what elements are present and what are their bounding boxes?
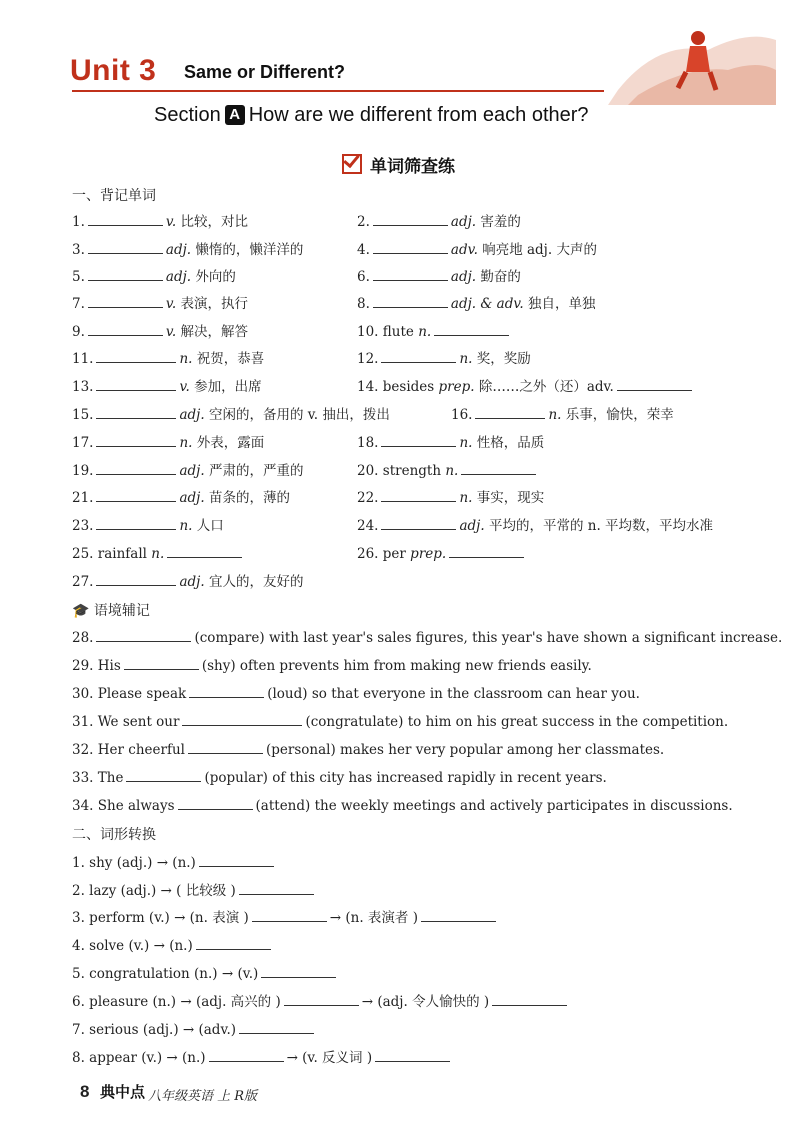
part1-heading: 一、背记单词 <box>72 188 156 204</box>
answer-blank[interactable] <box>461 460 536 475</box>
subtitle <box>342 152 455 177</box>
answer-blank[interactable] <box>373 266 448 281</box>
answer-blank[interactable] <box>373 211 448 226</box>
sentence-item: 32. Her cheerful (personal) makes her very popular among her classmates. <box>72 739 664 759</box>
answer-blank[interactable] <box>381 348 456 363</box>
answer-blank[interactable] <box>434 321 509 336</box>
answer-blank[interactable] <box>96 487 176 502</box>
vocab-item: 9. v. 解决，解答 <box>72 321 248 341</box>
answer-blank[interactable] <box>373 239 448 254</box>
answer-blank[interactable] <box>88 293 163 308</box>
answer-blank[interactable] <box>261 963 336 978</box>
section-prefix: Section <box>154 104 221 126</box>
answer-blank[interactable] <box>96 376 176 391</box>
vocab-item: 5. adj. 外向的 <box>72 266 236 286</box>
header-illustration-icon <box>598 10 778 105</box>
answer-blank[interactable] <box>449 543 524 558</box>
vocab-item: 1. v. 比较，对比 <box>72 211 248 231</box>
answer-blank[interactable] <box>196 935 271 950</box>
conversion-item: 2. lazy (adj.) → ( 比较级 ) <box>72 880 317 900</box>
vocab-item: 15. adj. 空闲的，备用的 v. 抽出，拨出 <box>72 404 390 424</box>
header-rule <box>72 90 604 92</box>
vocab-item: 24. adj. 平均的，平常的 n. 平均数，平均水准 <box>357 515 713 535</box>
vocab-item: 27. adj. 宜人的，友好的 <box>72 571 303 591</box>
vocab-item: 8. adj. & adv. 独自，单独 <box>357 293 595 313</box>
answer-blank[interactable] <box>252 907 327 922</box>
unit-title: Same or Different? <box>184 62 346 82</box>
vocab-item: 19. adj. 严肃的，严重的 <box>72 460 303 480</box>
vocab-item: 23. n. 人口 <box>72 515 224 535</box>
answer-blank[interactable] <box>96 432 176 447</box>
answer-blank[interactable] <box>188 739 263 754</box>
vocab-item: 20. strength n. <box>357 460 539 480</box>
answer-blank[interactable] <box>239 1019 314 1034</box>
vocab-item: 18. n. 性格，品质 <box>357 432 544 452</box>
answer-blank[interactable] <box>199 852 274 867</box>
sentence-item: 33. The (popular) of this city has increased rapidly in recent years. <box>72 767 607 787</box>
answer-blank[interactable] <box>373 293 448 308</box>
vocab-item: 12. n. 奖，奖励 <box>357 348 531 368</box>
vocab-item: 7. v. 表演，执行 <box>72 293 248 313</box>
answer-blank[interactable] <box>239 880 314 895</box>
book-title: 八年级英语 上 R版 <box>148 1089 258 1104</box>
answer-blank[interactable] <box>617 376 692 391</box>
answer-blank[interactable] <box>381 487 456 502</box>
answer-blank[interactable] <box>178 795 253 810</box>
section-letter: A <box>225 105 245 125</box>
answer-blank[interactable] <box>475 404 545 419</box>
answer-blank[interactable] <box>381 515 456 530</box>
answer-blank[interactable] <box>284 991 359 1006</box>
sentence-item: 31. We sent our (congratulate) to him on his great success in the competition. <box>72 711 728 731</box>
sentence-item: 29. His (shy) often prevents him from making new friends easily. <box>72 655 592 675</box>
checkbox-icon <box>342 154 362 174</box>
answer-blank[interactable] <box>96 404 176 419</box>
answer-blank[interactable] <box>126 767 201 782</box>
sentence-item: 34. She always (attend) the weekly meetings and actively participates in discussions. <box>72 795 733 815</box>
answer-blank[interactable] <box>375 1047 450 1062</box>
answer-blank[interactable] <box>189 683 264 698</box>
answer-blank[interactable] <box>88 211 163 226</box>
vocab-item: 25. rainfall n. <box>72 543 245 563</box>
vocab-item: 6. adj. 勤奋的 <box>357 266 521 286</box>
answer-blank[interactable] <box>96 348 176 363</box>
answer-blank[interactable] <box>88 321 163 336</box>
conversion-item: 4. solve (v.) → (n.) <box>72 935 274 955</box>
answer-blank[interactable] <box>381 432 456 447</box>
section-heading <box>154 104 589 127</box>
answer-blank[interactable] <box>88 239 163 254</box>
vocab-item: 22. n. 事实，现实 <box>357 487 544 507</box>
vocab-item: 11. n. 祝贺，恭喜 <box>72 348 264 368</box>
vocab-item: 10. flute n. <box>357 321 512 341</box>
conversion-item: 7. serious (adj.) → (adv.) <box>72 1019 317 1039</box>
conversion-item: 5. congratulation (n.) → (v.) <box>72 963 339 983</box>
conversion-item: 1. shy (adj.) → (n.) <box>72 852 277 872</box>
context-heading: 🎓 语境辅记 <box>72 603 150 619</box>
vocab-item: 4. adv. 响亮地 adj. 大声的 <box>357 239 597 259</box>
vocab-item: 16. n. 乐事，愉快，荣幸 <box>451 404 674 424</box>
answer-blank[interactable] <box>96 460 176 475</box>
answer-blank[interactable] <box>182 711 302 726</box>
part2-heading: 二、词形转换 <box>72 827 156 843</box>
vocab-item: 14. besides prep. 除……之外（还）adv. <box>357 376 695 396</box>
sentence-item: 30. Please speak (loud) so that everyone in the classroom can hear you. <box>72 683 640 703</box>
conversion-item: 8. appear (v.) → (n.) → (v. 反义词 ) <box>72 1047 453 1067</box>
answer-blank[interactable] <box>492 991 567 1006</box>
page-number: 8 <box>80 1082 90 1101</box>
vocab-item: 17. n. 外表，露面 <box>72 432 264 452</box>
vocab-item: 3. adj. 懒惰的，懒洋洋的 <box>72 239 303 259</box>
answer-blank[interactable] <box>96 627 191 642</box>
answer-blank[interactable] <box>421 907 496 922</box>
vocab-item: 13. v. 参加，出席 <box>72 376 262 396</box>
answer-blank[interactable] <box>124 655 199 670</box>
graduation-cap-icon: 🎓 <box>72 603 90 619</box>
answer-blank[interactable] <box>88 266 163 281</box>
vocab-item: 21. adj. 苗条的，薄的 <box>72 487 290 507</box>
answer-blank[interactable] <box>96 515 176 530</box>
section-title: How are we different from each other? <box>248 104 589 126</box>
answer-blank[interactable] <box>167 543 242 558</box>
conversion-item: 3. perform (v.) → (n. 表演 ) → (n. 表演者 ) <box>72 907 499 927</box>
answer-blank[interactable] <box>96 571 176 586</box>
conversion-item: 6. pleasure (n.) → (adj. 高兴的 ) → (adj. 令人愉快的 ) <box>72 991 570 1011</box>
sentence-item: 28. (compare) with last year's sales figures, this year's have shown a significant increase. <box>72 627 782 647</box>
answer-blank[interactable] <box>209 1047 284 1062</box>
vocab-item: 2. adj. 害羞的 <box>357 211 521 231</box>
brand-logo: 典中点 <box>100 1083 146 1101</box>
subtitle-text: 单词筛查练 <box>370 157 455 177</box>
unit-label: Unit 3 <box>70 54 157 87</box>
vocab-item: 26. per prep. <box>357 543 527 563</box>
